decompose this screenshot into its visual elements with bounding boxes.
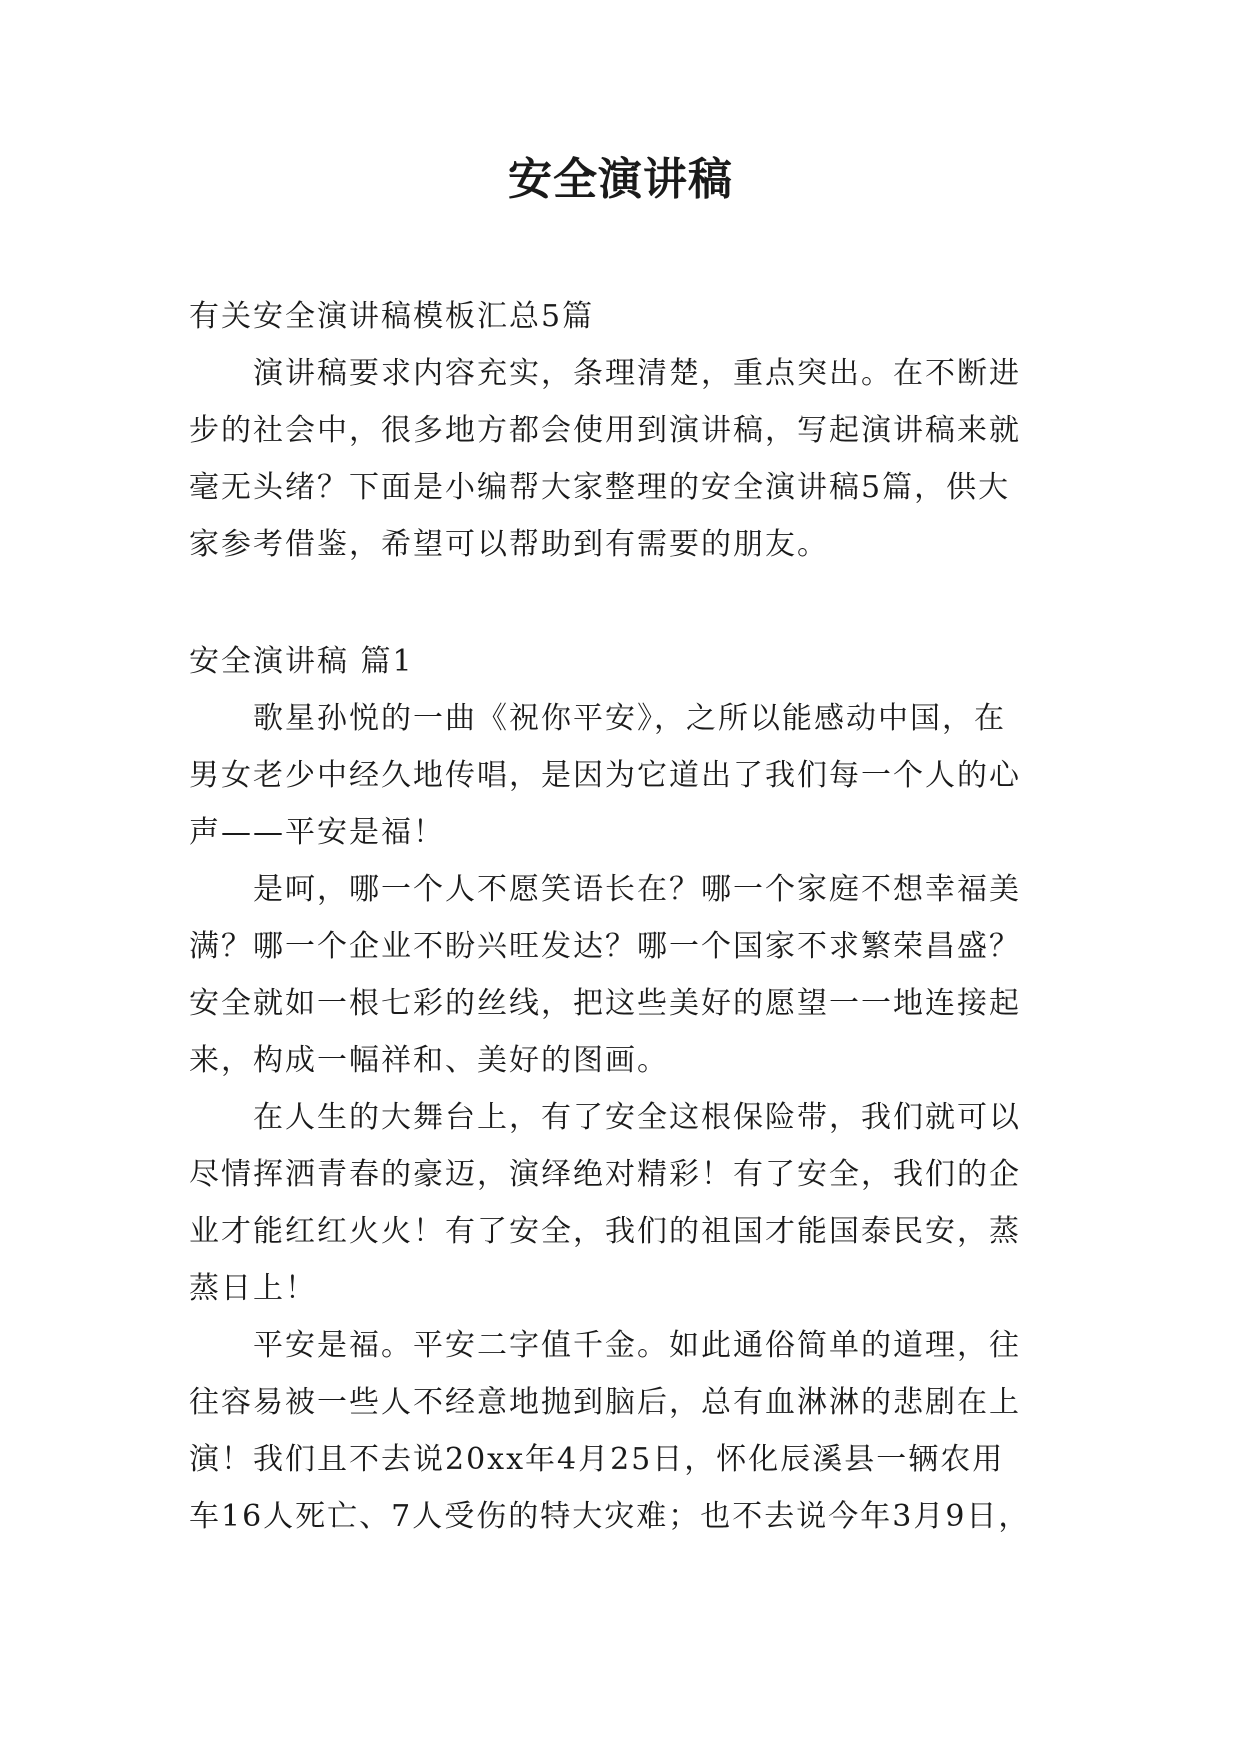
body-paragraph bbox=[189, 690, 1089, 861]
text-line: 步的社会中，很多地方都会使用到演讲稿，写起演讲稿来就 bbox=[189, 413, 1021, 448]
intro-paragraph bbox=[189, 345, 1089, 573]
body-paragraph bbox=[189, 1089, 1089, 1317]
text-line: 来，构成一幅祥和、美好的图画。 bbox=[189, 1043, 669, 1078]
document-title: 安全演讲稿 bbox=[508, 154, 733, 205]
text-line: 演！我们且不去说20xx年4月25日，怀化辰溪县一辆农用 bbox=[189, 1442, 1005, 1477]
section-heading: 安全演讲稿 篇1 bbox=[189, 644, 414, 679]
text-line: 平安是福。平安二字值千金。如此通俗简单的道理，往 bbox=[253, 1328, 1021, 1363]
text-line: 男女老少中经久地传唱，是因为它道出了我们每一个人的心 bbox=[189, 758, 1021, 793]
text-line: 尽情挥洒青春的豪迈，演绎绝对精彩！有了安全，我们的企 bbox=[189, 1157, 1021, 1192]
text-line: 在人生的大舞台上，有了安全这根保险带，我们就可以 bbox=[253, 1100, 1021, 1135]
text-line: 业才能红红火火！有了安全，我们的祖国才能国泰民安，蒸 bbox=[189, 1214, 1021, 1249]
text-line: 车16人死亡、7人受伤的特大灾难；也不去说今年3月9日， bbox=[189, 1499, 1031, 1534]
text-line: 是呵，哪一个人不愿笑语长在？哪一个家庭不想幸福美 bbox=[253, 872, 1021, 907]
text-line: 演讲稿要求内容充实，条理清楚，重点突出。在不断进 bbox=[253, 356, 1021, 391]
text-line: 安全就如一根七彩的丝线，把这些美好的愿望一一地连接起 bbox=[189, 986, 1021, 1021]
document-subtitle: 有关安全演讲稿模板汇总5篇 bbox=[189, 299, 595, 334]
document-body bbox=[189, 288, 1089, 1545]
body-paragraph bbox=[189, 1317, 1089, 1545]
text-line: 往容易被一些人不经意地抛到脑后，总有血淋淋的悲剧在上 bbox=[189, 1385, 1021, 1420]
text-line: 满？哪一个企业不盼兴旺发达？哪一个国家不求繁荣昌盛？ bbox=[189, 929, 1021, 964]
text-line: 声——平安是福！ bbox=[189, 815, 445, 850]
text-line: 歌星孙悦的一曲《祝你平安》，之所以能感动中国，在 bbox=[253, 701, 1006, 736]
body-paragraph bbox=[189, 861, 1089, 1089]
text-line: 毫无头绪？下面是小编帮大家整理的安全演讲稿5篇，供大 bbox=[189, 470, 1011, 505]
text-line: 蒸日上！ bbox=[189, 1271, 317, 1306]
text-line: 家参考借鉴，希望可以帮助到有需要的朋友。 bbox=[189, 527, 829, 562]
section-spacer bbox=[189, 573, 1089, 633]
